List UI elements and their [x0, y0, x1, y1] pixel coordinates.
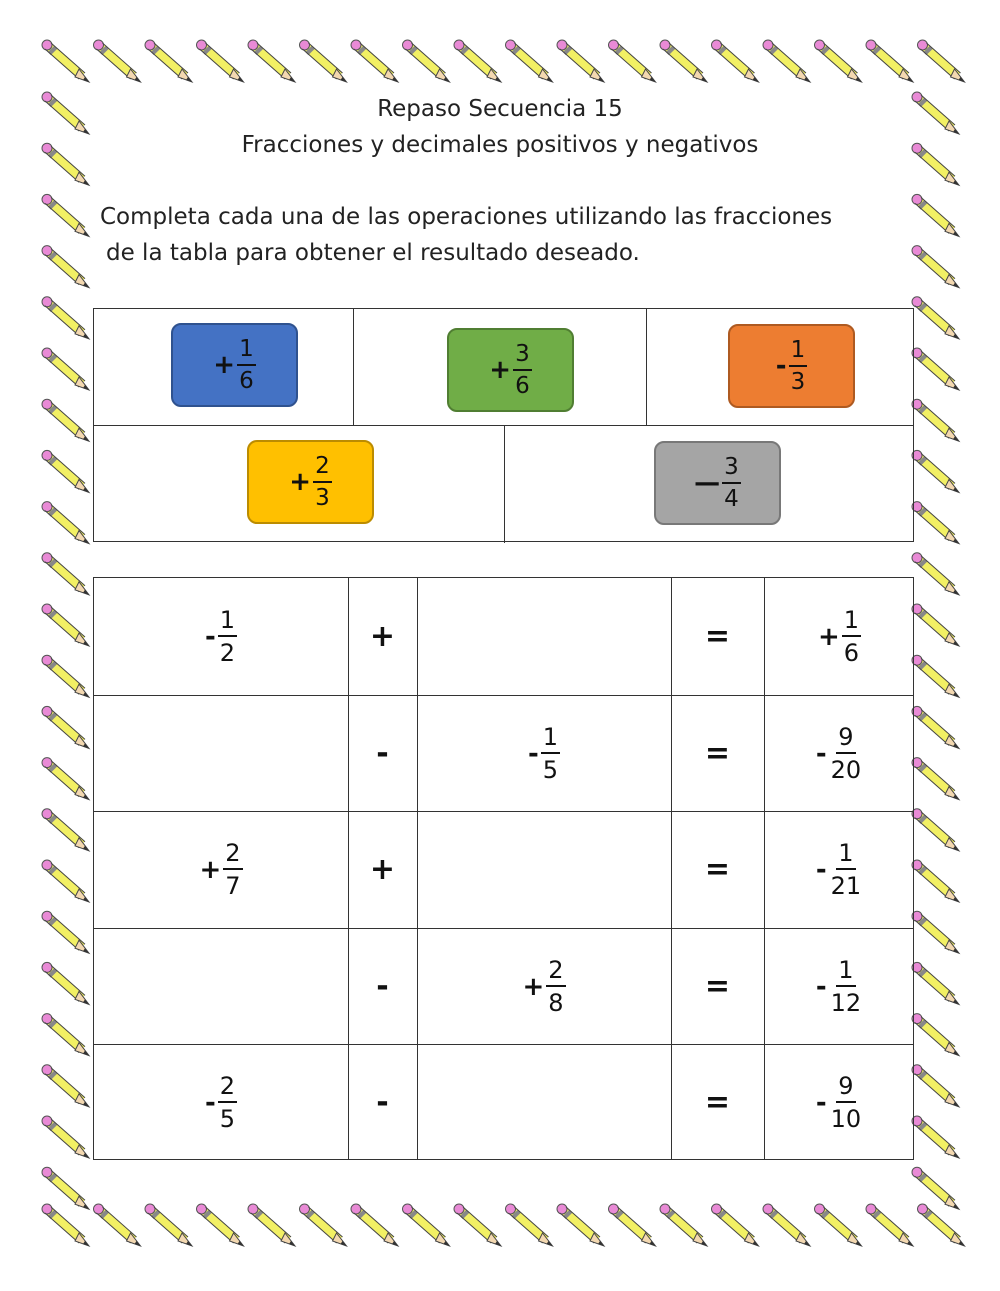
pencil-icon [42, 911, 89, 953]
equals-symbol: = [704, 1085, 731, 1120]
instructions-line-2: de la tabla para obtener el resultado deseado. [106, 240, 640, 266]
fraction-sign: - [815, 1087, 827, 1118]
fraction [289, 452, 331, 511]
equals-symbol: = [704, 736, 731, 771]
fraction [818, 608, 861, 665]
pencil-icon [912, 1065, 959, 1107]
instructions-line-1: Completa cada una de las operaciones utilizando las fracciones [100, 204, 833, 230]
pencil-icon [912, 502, 959, 544]
fraction-numerator: 1 [789, 339, 808, 367]
pencil-icon [94, 1204, 141, 1246]
fraction-sign: - [775, 351, 787, 381]
fraction-denominator: 10 [830, 1105, 862, 1133]
pencil-icon [557, 40, 604, 82]
operator-symbol: + [369, 852, 396, 887]
operator-cell [348, 695, 417, 812]
fraction-denominator: 4 [724, 485, 739, 512]
fraction [816, 725, 863, 782]
pencil-icon [866, 40, 913, 82]
pencil-icon [42, 399, 89, 441]
pencil-icon [42, 348, 89, 390]
pencil-icon [912, 297, 959, 339]
pencil-icon [912, 450, 959, 492]
pencil-icon [403, 40, 450, 82]
worksheet-title: Repaso Secuencia 15 [377, 96, 623, 122]
fraction-denominator: 6 [239, 367, 254, 394]
fraction [199, 841, 242, 898]
pencil-icon [912, 962, 959, 1004]
fraction [694, 453, 741, 512]
result-cell [764, 928, 915, 1045]
pencil-icon [42, 1116, 89, 1158]
fraction-sign: + [213, 350, 236, 380]
fraction-sign: - [204, 621, 216, 652]
fraction-sign: - [204, 1087, 216, 1118]
pencil-icon [763, 1204, 810, 1246]
pencil-icon [912, 348, 959, 390]
pencil-icon [42, 1014, 89, 1056]
pencil-icon [866, 1204, 913, 1246]
pencil-icon [763, 40, 810, 82]
fraction-numerator: 2 [223, 841, 242, 870]
pencil-icon [912, 809, 959, 851]
operator-cell [348, 1044, 417, 1161]
fraction-numerator: 1 [836, 841, 855, 870]
equals-symbol: = [704, 619, 731, 654]
fraction-sign: - [815, 738, 827, 769]
pencil-icon [42, 502, 89, 544]
fraction [528, 725, 560, 782]
pencil-icon [42, 1065, 89, 1107]
fraction-numerator: 1 [237, 338, 256, 366]
fraction [816, 1074, 863, 1131]
pencil-icon [42, 450, 89, 492]
fraction-numerator: 1 [836, 958, 855, 987]
result-cell [764, 811, 915, 928]
pencil-icon [42, 706, 89, 748]
result-cell [764, 578, 915, 695]
worksheet-subtitle: Fracciones y decimales positivos y negativos [241, 132, 759, 158]
fraction [522, 958, 565, 1015]
fraction-denominator: 3 [315, 484, 330, 511]
fraction-numerator: 3 [722, 456, 741, 484]
pencil-icon [712, 1204, 759, 1246]
fraction-numerator: 2 [218, 1074, 237, 1103]
pencil-icon [42, 246, 89, 288]
pencil-icon [94, 40, 141, 82]
fraction-denominator: 5 [219, 1105, 236, 1133]
pencil-icon [42, 1204, 89, 1246]
operator-symbol: - [376, 969, 389, 1004]
pencil-icon [145, 1204, 192, 1246]
fraction-sign: - [815, 971, 827, 1002]
pencil-icon [912, 655, 959, 697]
equals-cell [671, 695, 764, 812]
operator-cell [348, 928, 417, 1045]
pencil-icon [557, 1204, 604, 1246]
pencil-icon [42, 553, 89, 595]
answer-drop-zone[interactable] [417, 1044, 671, 1161]
fraction-denominator: 2 [219, 639, 236, 667]
fraction-numerator: 1 [541, 725, 560, 754]
pencil-icon [145, 40, 192, 82]
fraction-numerator: 2 [546, 958, 565, 987]
equals-cell [671, 928, 764, 1045]
operator-symbol: + [369, 619, 396, 654]
pencil-icon [912, 860, 959, 902]
fraction-numerator: 9 [836, 1074, 855, 1103]
fraction [816, 841, 863, 898]
pencil-icon [912, 706, 959, 748]
fraction-sign: + [289, 467, 312, 497]
equals-cell [671, 578, 764, 695]
fraction-sign: — [694, 468, 721, 498]
fraction-numerator: 9 [836, 725, 855, 754]
fraction [775, 336, 807, 395]
fraction-numerator: 3 [513, 343, 532, 371]
pencil-icon [609, 1204, 656, 1246]
pencil-icon [248, 40, 295, 82]
pencil-icon [300, 1204, 347, 1246]
pencil-icon [351, 1204, 398, 1246]
operations-table [93, 577, 914, 1160]
equals-cell [671, 1044, 764, 1161]
operand-cell [94, 811, 348, 928]
result-cell [764, 1044, 915, 1161]
fraction-numerator: 1 [218, 608, 237, 637]
equals-symbol: = [704, 969, 731, 1004]
fraction-denominator: 3 [790, 368, 806, 395]
pencil-icon [42, 1167, 89, 1209]
pencil-icon [197, 1204, 244, 1246]
fraction [489, 340, 531, 399]
operand-cell [417, 928, 671, 1045]
equals-symbol: = [704, 852, 731, 887]
fraction-sign: + [489, 355, 512, 385]
pencil-icon [42, 604, 89, 646]
pencil-icon [609, 40, 656, 82]
pencil-icon [454, 40, 501, 82]
fraction [205, 1074, 237, 1131]
fraction-denominator: 7 [225, 872, 241, 900]
fraction-tile-green[interactable] [447, 328, 574, 412]
pencil-icon [712, 40, 759, 82]
fraction-tile-orange[interactable] [728, 324, 855, 408]
fraction-denominator: 8 [548, 989, 564, 1017]
pencil-icon [912, 1167, 959, 1209]
pencil-icon [506, 1204, 553, 1246]
pencil-icon [42, 194, 89, 236]
pencil-icon [42, 809, 89, 851]
operand-cell [417, 695, 671, 812]
fraction-sign: + [817, 621, 840, 652]
operand-cell [94, 1044, 348, 1161]
operator-symbol: - [376, 1085, 389, 1120]
pencil-icon [912, 1014, 959, 1056]
pencil-icon [42, 40, 89, 82]
pencil-icon [912, 1116, 959, 1158]
pencil-icon [42, 962, 89, 1004]
pencil-icon [454, 1204, 501, 1246]
fraction-tile-yellow[interactable] [247, 440, 374, 524]
answer-drop-zone[interactable] [417, 811, 671, 928]
pencil-icon [351, 40, 398, 82]
pencil-icon [248, 1204, 295, 1246]
pencil-icon [660, 1204, 707, 1246]
pencil-icon [42, 655, 89, 697]
answer-drop-zone[interactable] [94, 928, 348, 1045]
answer-drop-zone[interactable] [94, 695, 348, 812]
fraction-sign: - [527, 738, 539, 769]
pencil-icon [815, 1204, 862, 1246]
fraction-numerator: 1 [842, 608, 861, 637]
operator-symbol: - [376, 736, 389, 771]
fraction-sign: + [522, 971, 545, 1002]
fraction-numerator: 2 [313, 455, 332, 483]
pencil-icon [912, 758, 959, 800]
fraction-denominator: 12 [830, 989, 862, 1017]
operator-cell [348, 811, 417, 928]
operand-cell [94, 578, 348, 695]
pencil-icon [506, 40, 553, 82]
operator-cell [348, 578, 417, 695]
pencil-icon [912, 604, 959, 646]
fraction-denominator: 6 [515, 372, 530, 399]
pencil-icon [403, 1204, 450, 1246]
fraction [205, 608, 237, 665]
fraction-denominator: 5 [542, 756, 559, 784]
fraction-denominator: 6 [843, 639, 860, 667]
pencil-icon [918, 1204, 965, 1246]
pencil-icon [300, 40, 347, 82]
pencil-icon [815, 40, 862, 82]
fraction-sign: + [199, 854, 222, 885]
equals-cell [671, 811, 764, 928]
fraction-denominator: 21 [830, 872, 862, 900]
fraction-tile-blue[interactable] [171, 323, 298, 407]
pencil-icon [42, 297, 89, 339]
pencil-icon [918, 40, 965, 82]
answer-drop-zone[interactable] [417, 578, 671, 695]
pencil-icon [912, 399, 959, 441]
fraction [213, 335, 255, 394]
fraction-tiles-table [93, 308, 914, 542]
result-cell [764, 695, 915, 812]
fraction-tile-gray[interactable] [654, 441, 781, 525]
pencil-icon [912, 911, 959, 953]
fraction [816, 958, 863, 1015]
pencil-icon [660, 40, 707, 82]
fraction-denominator: 20 [830, 756, 862, 784]
pencil-icon [912, 553, 959, 595]
pencil-icon [42, 860, 89, 902]
pencil-icon [42, 758, 89, 800]
pencil-icon [197, 40, 244, 82]
fraction-sign: - [815, 854, 827, 885]
